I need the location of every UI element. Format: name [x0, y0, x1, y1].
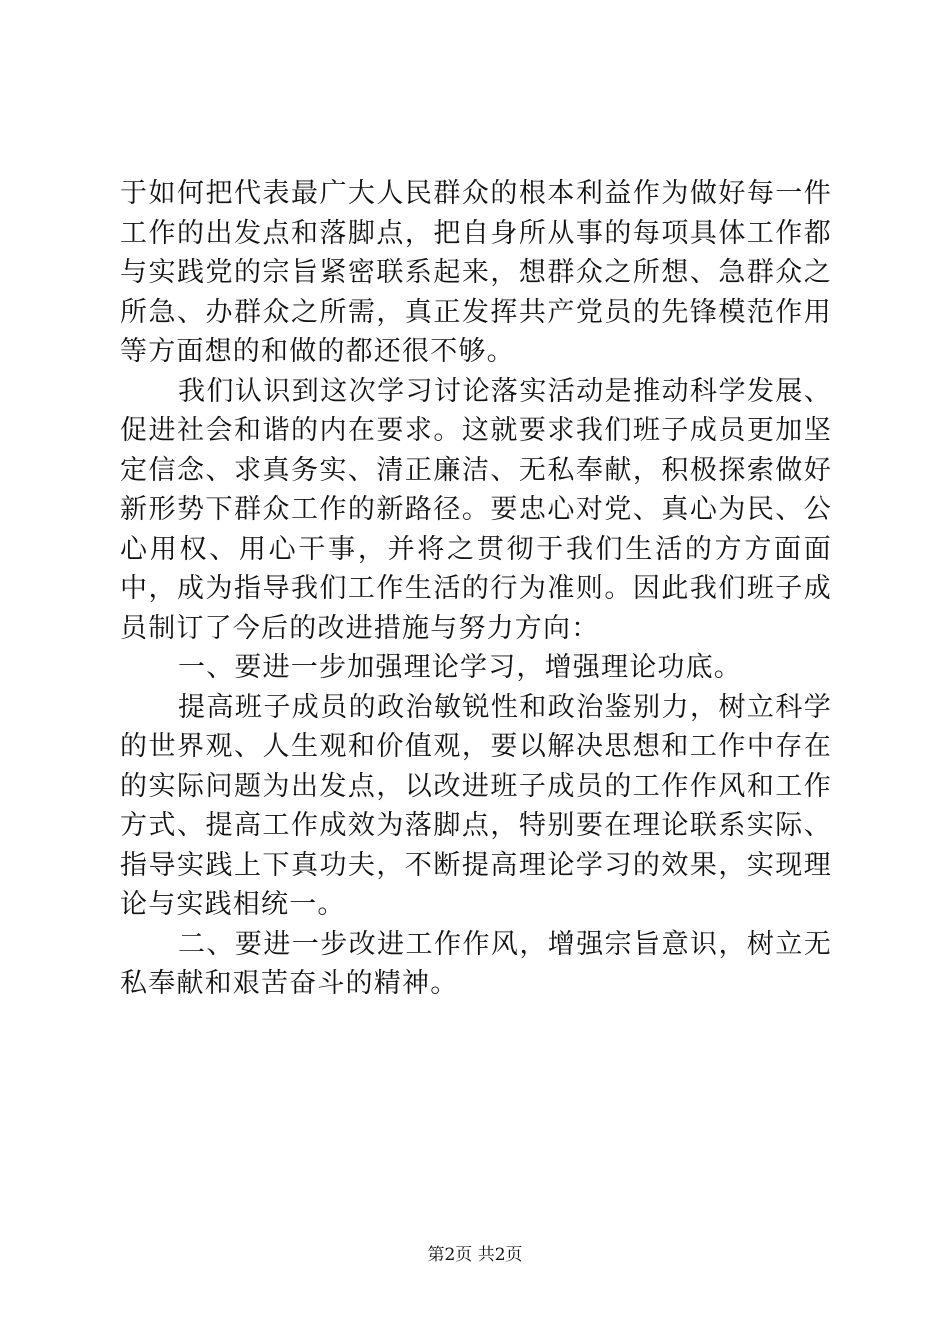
paragraph-theory-study: 提高班子成员的政治敏锐性和政治鉴别力，树立科学的世界观、人生观和价值观，要以解决思想和工作中存在的实际问题为出发点，以改进班子成员的工作作风和工作方式、提高工作成效为落脚点，特别要在理论联系实际、指导实践上下真功夫，不断提高理论学习的效果，实现理论与实践相统一。 [120, 691, 832, 920]
paragraph-requirements: 我们认识到这次学习讨论落实活动是推动科学发展、促进社会和谐的内在要求。这就要求我们班子成员更加坚定信念、求真务实、清正廉洁、无私奉献，积极探索做好新形势下群众工作的新路径。要忠心对党、真心为民、公心用权、用心干事，并将之贯彻于我们生活的方方面面中，成为指导我们工作生活的行为准则。因此我们班子成员制订了今后的改进措施与努力方向： [120, 375, 832, 644]
section-heading-theory-study: 一、要进一步加强理论学习，增强理论功底。 [178, 652, 742, 683]
page-number-footer: 第2页 共2页 [427, 1245, 523, 1265]
paragraph-continuation: 于如何把代表最广大人民群众的根本利益作为做好每一件工作的出发点和落脚点，把自身所从事的每项具体工作都与实践党的宗旨紧密联系起来，想群众之所想、急群众之所急、办群众之所需，真正发挥共产党员的先锋模范作用等方面想的和做的都还很不够。 [120, 178, 832, 367]
document-body [120, 174, 832, 1004]
section-heading-work-style: 二、要进一步改进工作作风，增强宗旨意识，树立无私奉献和艰苦奋斗的精神。 [120, 928, 832, 999]
